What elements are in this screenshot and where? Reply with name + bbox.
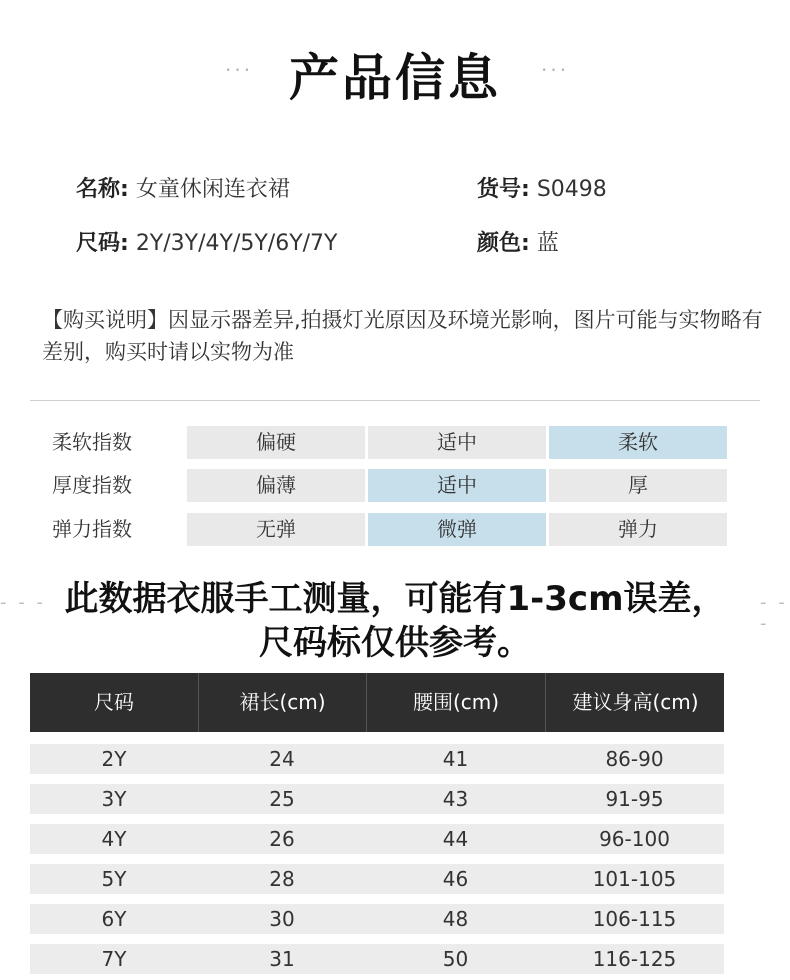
cell-size: 7Y xyxy=(101,947,127,971)
cell-length: 31 xyxy=(269,947,295,971)
softness-option-1: 偏硬 xyxy=(187,426,365,459)
thickness-label: 厚度指数 xyxy=(52,473,132,497)
dash-right: - - - xyxy=(760,592,788,634)
cell-height: 86-90 xyxy=(605,747,664,771)
size-label: 尺码: xyxy=(76,231,129,256)
softness-option-3: 柔软 xyxy=(549,426,727,459)
table-row xyxy=(30,944,724,974)
table-row xyxy=(30,784,724,814)
cell-size: 4Y xyxy=(101,827,127,851)
cell-height: 101-105 xyxy=(592,867,677,891)
table-row xyxy=(30,824,724,854)
cell-waist: 41 xyxy=(442,747,469,771)
cell-waist: 43 xyxy=(442,787,469,811)
color-value: 蓝 xyxy=(536,231,559,256)
thickness-option-3: 厚 xyxy=(549,469,727,502)
measure-notice-line2: 尺码标仅供参考。 xyxy=(259,623,531,663)
cell-size: 6Y xyxy=(101,907,127,931)
cell-waist: 48 xyxy=(442,907,469,931)
name-value: 女童休闲连衣裙 xyxy=(135,177,290,202)
title-dots-right: ··· xyxy=(541,58,570,82)
purchase-notice: 【购买说明】因显示器差异,拍摄灯光原因及环境光影响，图片可能与实物略有差别，购买时请以实物为准 xyxy=(42,308,763,364)
cell-size: 5Y xyxy=(101,867,127,891)
info-size xyxy=(76,226,338,257)
color-label: 颜色: xyxy=(477,231,530,256)
table-row xyxy=(30,904,724,934)
cell-height: 91-95 xyxy=(605,787,664,811)
size-value: 2Y/3Y/4Y/5Y/6Y/7Y xyxy=(135,231,338,256)
name-label: 名称: xyxy=(76,177,129,202)
table-row xyxy=(30,744,724,774)
divider xyxy=(30,400,760,401)
size-table-header xyxy=(30,673,724,732)
title-dots-left: ··· xyxy=(225,58,254,82)
cell-length: 24 xyxy=(269,747,295,771)
softness-label: 柔软指数 xyxy=(52,430,132,454)
elasticity-label: 弹力指数 xyxy=(52,517,132,541)
measure-notice-line1: 此数据衣服手工测量，可能有1-3cm误差， xyxy=(64,579,726,619)
header-length: 裙长(cm) xyxy=(198,673,366,732)
cell-length: 25 xyxy=(269,787,295,811)
info-sku xyxy=(477,172,607,203)
cell-size: 3Y xyxy=(101,787,127,811)
cell-waist: 46 xyxy=(442,867,469,891)
thickness-option-1: 偏薄 xyxy=(187,469,365,502)
header-height: 建议身高(cm) xyxy=(545,673,725,732)
page-title: 产品信息 xyxy=(289,49,501,107)
cell-length: 28 xyxy=(269,867,295,891)
softness-option-2: 适中 xyxy=(368,426,546,459)
header-size: 尺码 xyxy=(94,690,134,714)
cell-waist: 50 xyxy=(442,947,469,971)
table-row xyxy=(30,864,724,894)
cell-length: 30 xyxy=(269,907,295,931)
cell-size: 2Y xyxy=(101,747,127,771)
sku-value: S0498 xyxy=(536,177,607,202)
info-color xyxy=(477,226,559,257)
cell-height: 106-115 xyxy=(592,907,677,931)
cell-height: 96-100 xyxy=(599,827,670,851)
elasticity-option-2: 微弹 xyxy=(368,513,546,546)
cell-length: 26 xyxy=(269,827,295,851)
header-waist: 腰围(cm) xyxy=(366,673,545,732)
dash-left: - - - xyxy=(0,592,46,613)
cell-height: 116-125 xyxy=(592,947,677,971)
measure-notice xyxy=(30,577,760,665)
cell-waist: 44 xyxy=(442,827,469,851)
thickness-option-2: 适中 xyxy=(368,469,546,502)
elasticity-option-1: 无弹 xyxy=(187,513,365,546)
elasticity-option-3: 弹力 xyxy=(549,513,727,546)
sku-label: 货号: xyxy=(477,177,530,202)
info-name xyxy=(76,172,290,203)
